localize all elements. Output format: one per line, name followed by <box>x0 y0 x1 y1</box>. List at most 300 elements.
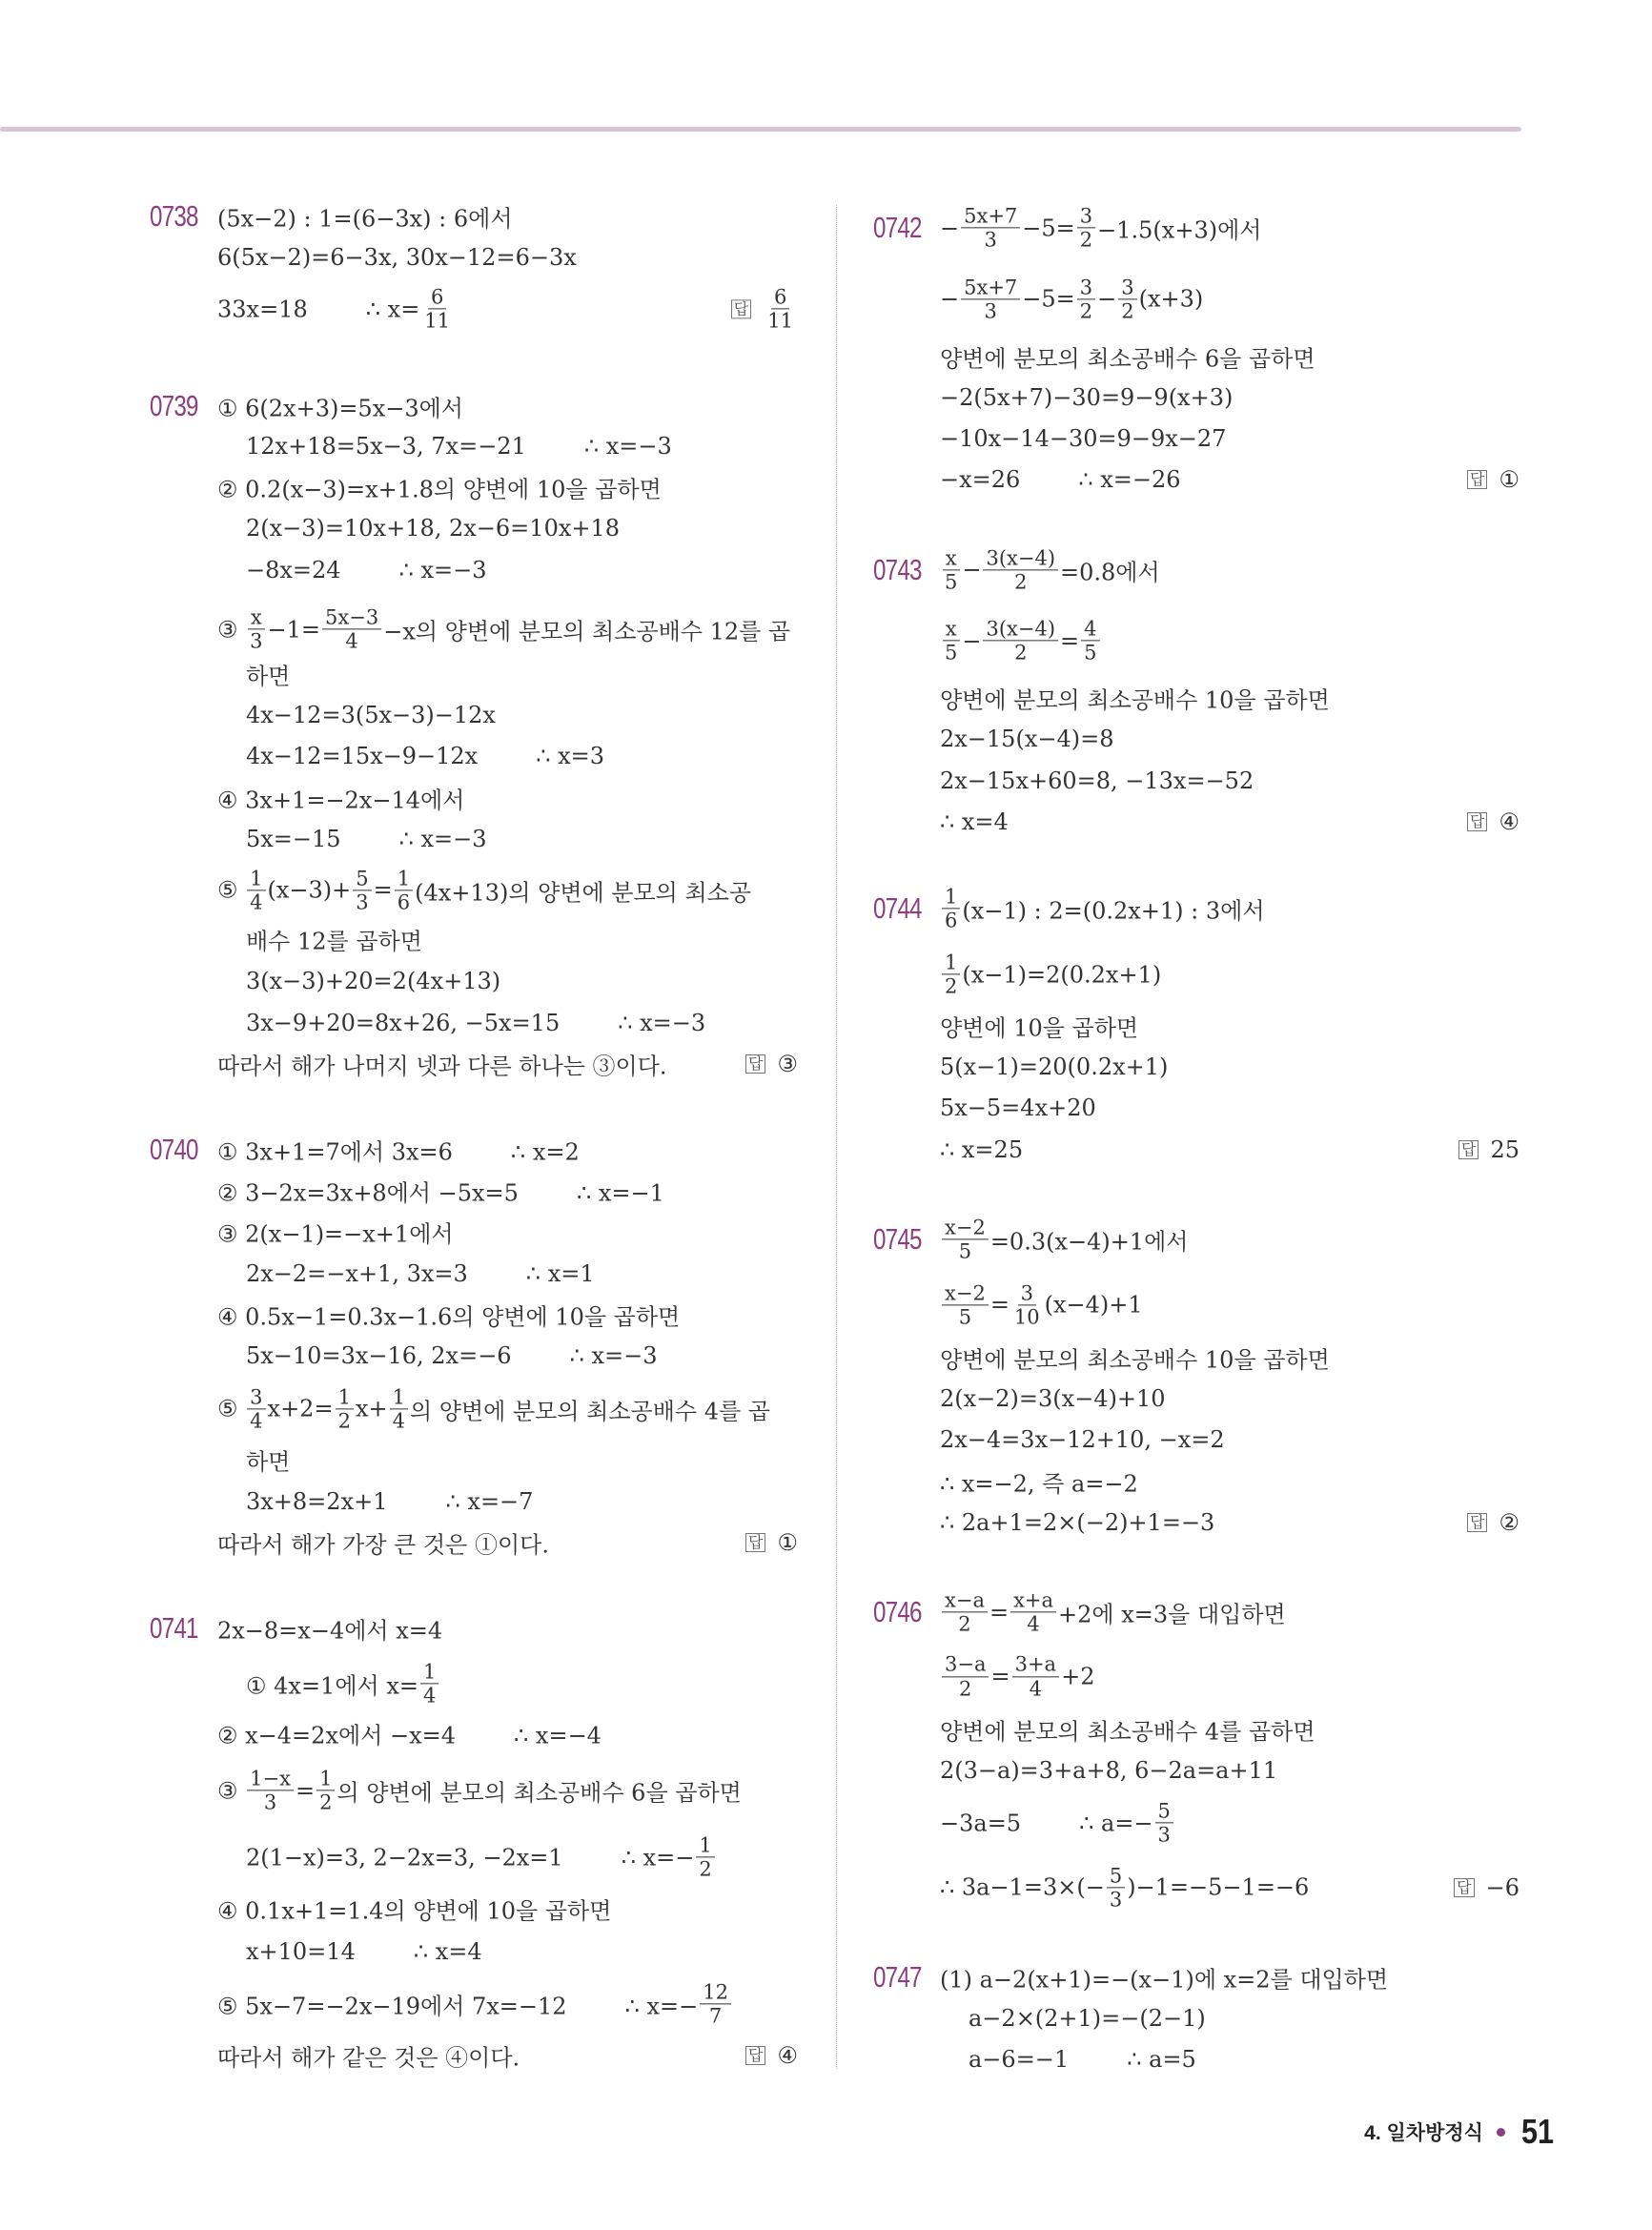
fraction <box>1155 1800 1173 1847</box>
answer-label: 답 <box>745 1054 765 1074</box>
math-text: 하면 <box>246 1448 291 1476</box>
numerator: 5x+7 <box>961 276 1020 299</box>
fraction <box>1077 204 1095 251</box>
solution-line <box>246 1488 533 1515</box>
solution-line <box>217 1174 664 1207</box>
denominator: 2 <box>1079 228 1093 252</box>
denominator: 2 <box>945 974 958 998</box>
math-text: − <box>1097 285 1117 313</box>
answer-box <box>745 2042 798 2069</box>
numerator: x−2 <box>942 1281 989 1305</box>
math-text: ④ 0.5x−1=0.3x−1.6의 양변에 10을 곱하면 <box>217 1303 681 1331</box>
solution-line <box>940 425 1226 452</box>
solution-line <box>217 1767 742 1813</box>
math-text: − <box>962 627 982 655</box>
column-divider <box>836 205 837 2069</box>
solution-line <box>217 244 577 271</box>
fraction <box>942 886 960 932</box>
math-text: +2에 x=3을 대입하면 <box>1058 1601 1286 1628</box>
denominator: 10 <box>1013 1305 1040 1328</box>
problem-number: 0743 <box>873 552 922 586</box>
math-text: a−6=−1 ∴ a=5 <box>969 2046 1196 2074</box>
math-text: (x−1)=2(0.2x+1) <box>962 960 1162 988</box>
answer-label: 답 <box>745 2046 765 2065</box>
numerator: 1 <box>942 951 960 974</box>
math-text: ④ 3x+1=−2x−14에서 <box>217 787 465 814</box>
numerator: 1 <box>390 1385 408 1409</box>
solution-line <box>217 1611 442 1645</box>
numerator: 5x+7 <box>961 204 1020 228</box>
denominator: 5 <box>958 1305 972 1328</box>
numerator: x−a <box>942 1589 988 1613</box>
solution-line <box>246 1660 440 1707</box>
numerator: 6 <box>428 286 446 310</box>
fraction <box>942 1653 989 1700</box>
fraction <box>322 606 381 653</box>
math-text: ① 6(2x+3)=5x−3에서 <box>217 395 463 422</box>
solution-line <box>940 1095 1096 1121</box>
solution-line <box>246 1010 705 1036</box>
denominator: 11 <box>767 309 793 333</box>
denominator: 2 <box>1121 299 1134 323</box>
math-text: = <box>1060 627 1080 655</box>
fraction <box>316 1767 335 1813</box>
math-text: ① <box>777 1529 798 1556</box>
solution-line <box>940 1509 1214 1536</box>
math-text: (x−4)+1 <box>1044 1291 1143 1319</box>
numerator: 3 <box>1077 276 1095 299</box>
math-text: ② x−4=2x에서 −x=4 ∴ x=−4 <box>217 1722 602 1749</box>
answer-box <box>745 1529 798 1556</box>
math-text: −1.5(x+3)에서 <box>1097 216 1262 244</box>
problem-number: 0746 <box>873 1595 922 1629</box>
solution-line <box>217 470 662 503</box>
denominator: 5 <box>958 1239 972 1263</box>
solution-line <box>217 1216 454 1249</box>
math-text: (x−1) : 2=(0.2x+1) : 3에서 <box>962 897 1265 925</box>
math-text: ① 4x=1에서 x= <box>246 1672 418 1700</box>
numerator: 1 <box>336 1385 354 1409</box>
math-text: = <box>295 1776 316 1804</box>
solution-line <box>246 1938 482 1965</box>
math-text: (x+3) <box>1138 285 1204 313</box>
solution-line <box>940 1009 1138 1042</box>
math-text: (5x−2) : 1=(6−3x) : 6에서 <box>217 205 513 233</box>
denominator: 4 <box>250 1409 263 1433</box>
math-text: ③ <box>217 616 246 644</box>
math-text: 양변에 10을 곱하면 <box>940 1014 1139 1042</box>
solution-line <box>246 557 487 583</box>
solution-line <box>940 682 1330 715</box>
numerator: 1 <box>247 867 265 890</box>
math-text: ⑤ <box>217 1395 246 1422</box>
fraction <box>942 618 960 665</box>
numerator: 3−a <box>942 1653 989 1677</box>
math-text: ④ <box>777 2041 798 2069</box>
denominator: 3 <box>1157 1823 1171 1847</box>
solution-line <box>940 204 1261 251</box>
math-text: −5= <box>1022 215 1075 242</box>
fraction <box>942 951 960 997</box>
solution-line <box>246 922 422 955</box>
math-text: 배수 12를 곱하면 <box>246 928 422 955</box>
solution-line <box>217 606 790 653</box>
solution-line <box>940 1054 1168 1080</box>
math-text: = <box>990 1663 1010 1690</box>
solution-line <box>940 1136 1023 1163</box>
solution-line <box>940 726 1113 752</box>
answer-box <box>1467 808 1519 835</box>
math-text: 2(x−3)=10x+18, 2x−6=10x+18 <box>246 515 621 542</box>
denominator: 5 <box>1084 641 1097 665</box>
math-text: 양변에 분모의 최소공배수 10을 곱하면 <box>940 1346 1330 1374</box>
fraction <box>983 618 1058 665</box>
math-text: 양변에 분모의 최소공배수 6을 곱하면 <box>940 345 1315 372</box>
denominator: 3 <box>356 890 369 914</box>
math-text: ④ <box>1499 808 1519 836</box>
denominator: 6 <box>945 909 958 932</box>
math-text: 따라서 해가 가장 큰 것은 ①이다. <box>217 1531 549 1559</box>
math-text: 2(x−2)=3(x−4)+10 <box>940 1385 1166 1413</box>
denominator: 4 <box>345 629 358 653</box>
math-text: ③ <box>777 1051 798 1078</box>
math-text: = <box>989 1599 1010 1626</box>
math-text: 5x−5=4x+20 <box>940 1095 1096 1122</box>
denominator: 3 <box>250 629 263 653</box>
math-text: ⑤ <box>217 876 246 904</box>
math-text: = <box>373 876 393 904</box>
fraction <box>1010 1589 1056 1636</box>
fraction <box>247 1385 265 1432</box>
solution-line <box>246 433 672 460</box>
math-text: ∴ x=25 <box>940 1135 1024 1163</box>
fraction <box>942 546 960 593</box>
denominator: 2 <box>959 1676 972 1700</box>
fraction <box>247 867 265 913</box>
bullet-dot-icon <box>1497 2128 1505 2137</box>
math-text: 2x−15(x−4)=8 <box>940 726 1114 753</box>
math-text: ② 0.2(x−3)=x+1.8의 양변에 10을 곱하면 <box>217 476 662 503</box>
solution-line <box>940 1800 1175 1847</box>
fraction <box>700 1980 731 2027</box>
solution-line <box>246 826 487 852</box>
math-text: 양변에 분모의 최소공배수 4를 곱하면 <box>940 1718 1315 1746</box>
fraction <box>420 1660 438 1707</box>
math-text: ∴ 3a−1=3×(− <box>940 1873 1105 1901</box>
denominator: 2 <box>337 1409 351 1433</box>
fraction <box>1077 276 1095 322</box>
math-text: )−1=−5−1=−6 <box>1127 1873 1310 1901</box>
solution-line <box>940 886 1265 932</box>
fraction <box>1081 618 1099 665</box>
solution-line <box>940 1757 1277 1784</box>
denominator: 3 <box>984 228 997 252</box>
answer-label: 답 <box>745 1533 765 1552</box>
math-text: 5(x−1)=20(0.2x+1) <box>940 1054 1169 1080</box>
fraction <box>421 286 453 333</box>
denominator: 4 <box>1027 1612 1040 1636</box>
math-text: (4x+13)의 양변에 분모의 최소공 <box>415 879 752 907</box>
denominator: 2 <box>319 1790 333 1814</box>
answer-box <box>1458 1136 1519 1163</box>
page-number: 51 <box>1520 2112 1554 2151</box>
denominator: 5 <box>945 570 958 594</box>
math-text: 하면 <box>246 663 291 690</box>
numerator: 12 <box>700 1980 731 2004</box>
math-text: −x=26 ∴ x=−26 <box>940 466 1181 494</box>
math-text: 3(x−3)+20=2(4x+13) <box>246 968 501 995</box>
solution-line <box>246 515 620 542</box>
math-text: (1) a−2(x+1)=−(x−1)에 x=2를 대입하면 <box>940 1966 1389 1994</box>
numerator: 3 <box>1118 276 1136 299</box>
math-text: ④ 0.1x+1=1.4의 양변에 10을 곱하면 <box>217 1897 612 1925</box>
solution-line <box>969 2046 1196 2073</box>
solution-line <box>246 702 496 728</box>
denominator: 7 <box>708 2004 723 2028</box>
math-text: 2x−4=3x−12+10, −x=2 <box>940 1426 1225 1454</box>
numerator: 3 <box>247 1385 265 1409</box>
math-text: 6(5x−2)=6−3x, 30x−12=6−3x <box>217 244 577 272</box>
math-text: 2(3−a)=3+a+8, 6−2a=a+11 <box>940 1757 1278 1785</box>
problem-number: 0742 <box>873 211 922 245</box>
solution-line <box>940 384 1233 411</box>
page-footer <box>1364 2112 1557 2152</box>
solution-line <box>969 2005 1206 2032</box>
solution-line <box>217 1980 733 2027</box>
fraction <box>942 1589 988 1636</box>
solution-line <box>940 276 1203 322</box>
fraction <box>961 204 1020 251</box>
math-text: 4x−12=15x−9−12x ∴ x=3 <box>246 743 605 770</box>
numerator: 3(x−4) <box>983 546 1058 570</box>
problem-number: 0745 <box>873 1221 922 1256</box>
solution-line <box>246 1260 595 1287</box>
math-text: 2x−15x+60=8, −13x=−52 <box>940 767 1254 794</box>
solution-line <box>217 1298 680 1331</box>
solution-line <box>246 657 290 690</box>
math-text: −2(5x+7)−30=9−9(x+3) <box>940 383 1234 411</box>
solution-line <box>940 951 1161 997</box>
denominator: 3 <box>984 299 997 323</box>
problem-number: 0741 <box>150 1610 198 1645</box>
solution-line <box>940 1864 1309 1911</box>
denominator: 2 <box>1014 570 1028 594</box>
math-text: x+2= <box>267 1395 334 1422</box>
problem-number: 0747 <box>873 1959 922 1994</box>
denominator: 4 <box>1029 1676 1043 1700</box>
solution-line <box>940 339 1315 373</box>
fraction <box>353 867 371 913</box>
denominator: 5 <box>945 641 958 665</box>
math-text: 5x−10=3x−16, 2x=−6 ∴ x=−3 <box>246 1342 658 1370</box>
solution-line <box>217 1385 770 1432</box>
fraction <box>247 1767 294 1813</box>
problem-number: 0739 <box>150 388 198 422</box>
fraction <box>390 1385 408 1432</box>
math-text: 3x−9+20=8x+26, −5x=15 ∴ x=−3 <box>246 1009 706 1036</box>
math-text: ① <box>1499 466 1519 494</box>
math-text: 2x−2=−x+1, 3x=3 ∴ x=1 <box>246 1259 595 1287</box>
fraction <box>983 546 1058 593</box>
solution-line <box>940 618 1102 665</box>
numerator: x <box>943 546 960 570</box>
math-text: − <box>940 285 960 313</box>
fraction <box>942 1216 989 1262</box>
math-text: ③ 2(x−1)=−x+1에서 <box>217 1220 454 1248</box>
denominator: 2 <box>699 1857 712 1881</box>
solution-line <box>940 1216 1188 1262</box>
fraction <box>942 1281 989 1328</box>
answer-box <box>1454 1874 1519 1901</box>
numerator: 6 <box>771 286 789 310</box>
numerator: 1 <box>395 867 413 890</box>
math-text: 의 양변에 분모의 최소공배수 6을 곱하면 <box>337 1779 742 1807</box>
math-text: 4x−12=3(5x−3)−12x <box>246 701 496 728</box>
solution-line <box>940 1385 1166 1412</box>
fraction <box>1118 276 1136 322</box>
denominator: 3 <box>1109 1888 1123 1912</box>
header-rule <box>0 127 1521 132</box>
math-text: ∴ x=4 <box>940 808 1009 836</box>
math-text: 12x+18=5x−3, 7x=−21 ∴ x=−3 <box>246 432 672 460</box>
answer-box <box>731 286 798 333</box>
math-text: =0.8에서 <box>1060 559 1160 586</box>
numerator: 1 <box>420 1660 438 1684</box>
solution-line <box>217 1048 667 1081</box>
solution-line <box>246 968 500 994</box>
math-text: x+10=14 ∴ x=4 <box>246 1937 482 1965</box>
solution-line <box>940 1712 1315 1746</box>
chapter-title: 4. 일차방정식 <box>1364 2122 1483 2144</box>
solution-line <box>246 1443 290 1477</box>
math-text: 2x−8=x−4에서 x=4 <box>217 1617 443 1645</box>
math-text: 25 <box>1490 1135 1519 1163</box>
solution-line <box>940 1653 1094 1700</box>
fraction <box>961 276 1020 322</box>
solution-line <box>940 1281 1143 1328</box>
solution-line <box>217 286 455 333</box>
math-text: (x−3)+ <box>267 876 352 904</box>
solution-line <box>940 1426 1225 1453</box>
solution-line <box>217 867 751 913</box>
denominator: 4 <box>422 1684 437 1708</box>
math-text: −10x−14−30=9−9x−27 <box>940 425 1227 453</box>
math-text: −5= <box>1022 285 1075 313</box>
math-text: 따라서 해가 같은 것은 ④이다. <box>217 2044 520 2072</box>
numerator: 1 <box>696 1834 714 1858</box>
math-text: 5x=−15 ∴ x=−3 <box>246 825 487 852</box>
solution-line <box>940 1589 1286 1636</box>
solution-line <box>246 743 604 769</box>
fraction <box>395 867 413 913</box>
math-text: − <box>940 215 960 242</box>
numerator: 1 <box>316 1767 335 1790</box>
solution-line <box>217 389 463 422</box>
denominator: 2 <box>1014 641 1028 665</box>
fraction <box>765 286 796 333</box>
math-text: = <box>989 1291 1010 1319</box>
math-text: ∴ 2a+1=2×(−2)+1=−3 <box>940 1509 1215 1537</box>
numerator: 5 <box>1155 1800 1173 1824</box>
solution-line <box>940 1960 1388 1994</box>
math-text: 2(1−x)=3, 2−2x=3, −2x=1 ∴ x=− <box>246 1844 695 1872</box>
solution-line <box>217 1526 549 1560</box>
denominator: 2 <box>958 1612 971 1636</box>
numerator: 3(x−4) <box>983 618 1058 642</box>
answer-box <box>745 1051 798 1077</box>
math-text: −8x=24 ∴ x=−3 <box>246 556 487 583</box>
denominator: 4 <box>250 890 263 914</box>
numerator: x−2 <box>942 1216 989 1239</box>
solution-line <box>217 1133 580 1166</box>
math-text: x+ <box>355 1395 388 1422</box>
math-text: 따라서 해가 나머지 넷과 다른 하나는 ③이다. <box>217 1053 667 1080</box>
math-text: 의 양변에 분모의 최소공배수 4를 곱 <box>409 1398 770 1425</box>
denominator: 4 <box>392 1409 405 1433</box>
answer-label: 답 <box>1467 812 1487 831</box>
math-text: − <box>962 556 982 583</box>
numerator: x+a <box>1010 1589 1056 1613</box>
solution-line <box>940 546 1160 593</box>
solution-line <box>217 781 464 814</box>
numerator: x <box>943 618 960 642</box>
solution-line <box>940 767 1254 794</box>
fraction <box>1012 1653 1059 1700</box>
fraction <box>696 1834 714 1881</box>
problem-number: 0738 <box>150 199 198 234</box>
math-text: +2 <box>1061 1663 1095 1690</box>
answer-label: 답 <box>731 299 751 318</box>
math-text: a−2×(2+1)=−(2−1) <box>969 2004 1206 2032</box>
denominator: 11 <box>424 309 451 333</box>
solution-line <box>940 466 1181 493</box>
numerator: 4 <box>1081 618 1099 642</box>
math-text: ② 3−2x=3x+8에서 −5x=5 ∴ x=−1 <box>217 1179 664 1207</box>
denominator: 6 <box>397 890 411 914</box>
numerator: 5x−3 <box>322 606 381 630</box>
answer-label: 답 <box>1454 1878 1474 1897</box>
numerator: 3 <box>1018 1281 1036 1305</box>
solution-line <box>246 1342 658 1369</box>
fraction <box>1107 1864 1125 1911</box>
solution-line <box>217 200 513 234</box>
math-text: =0.3(x−4)+1에서 <box>989 1228 1189 1256</box>
math-text: −1= <box>267 616 321 644</box>
math-text: ① 3x+1=7에서 3x=6 ∴ x=2 <box>217 1138 580 1166</box>
answer-label: 답 <box>1467 470 1487 489</box>
math-text: 3x+8=2x+1 ∴ x=−7 <box>246 1487 534 1515</box>
numerator: 1−x <box>247 1767 294 1790</box>
solution-line <box>217 2038 520 2072</box>
math-text: −x의 양변에 분모의 최소공배수 12를 곱 <box>383 618 791 645</box>
denominator: 2 <box>1079 299 1093 323</box>
numerator: x <box>248 606 265 630</box>
solution-line <box>940 1340 1330 1374</box>
math-text: ③ <box>217 1776 246 1804</box>
problem-number: 0740 <box>150 1132 198 1166</box>
numerator: 5 <box>353 867 371 890</box>
answer-box <box>1467 466 1519 493</box>
solution-line <box>217 1717 602 1750</box>
solution-line <box>940 808 1009 835</box>
fraction <box>1011 1281 1043 1328</box>
math-text: −3a=5 ∴ a=− <box>940 1810 1153 1837</box>
denominator: 3 <box>263 1790 277 1814</box>
fraction <box>247 606 265 653</box>
numerator: 3 <box>1077 204 1095 228</box>
answer-label: 답 <box>1467 1513 1487 1532</box>
answer-box <box>1467 1509 1519 1536</box>
